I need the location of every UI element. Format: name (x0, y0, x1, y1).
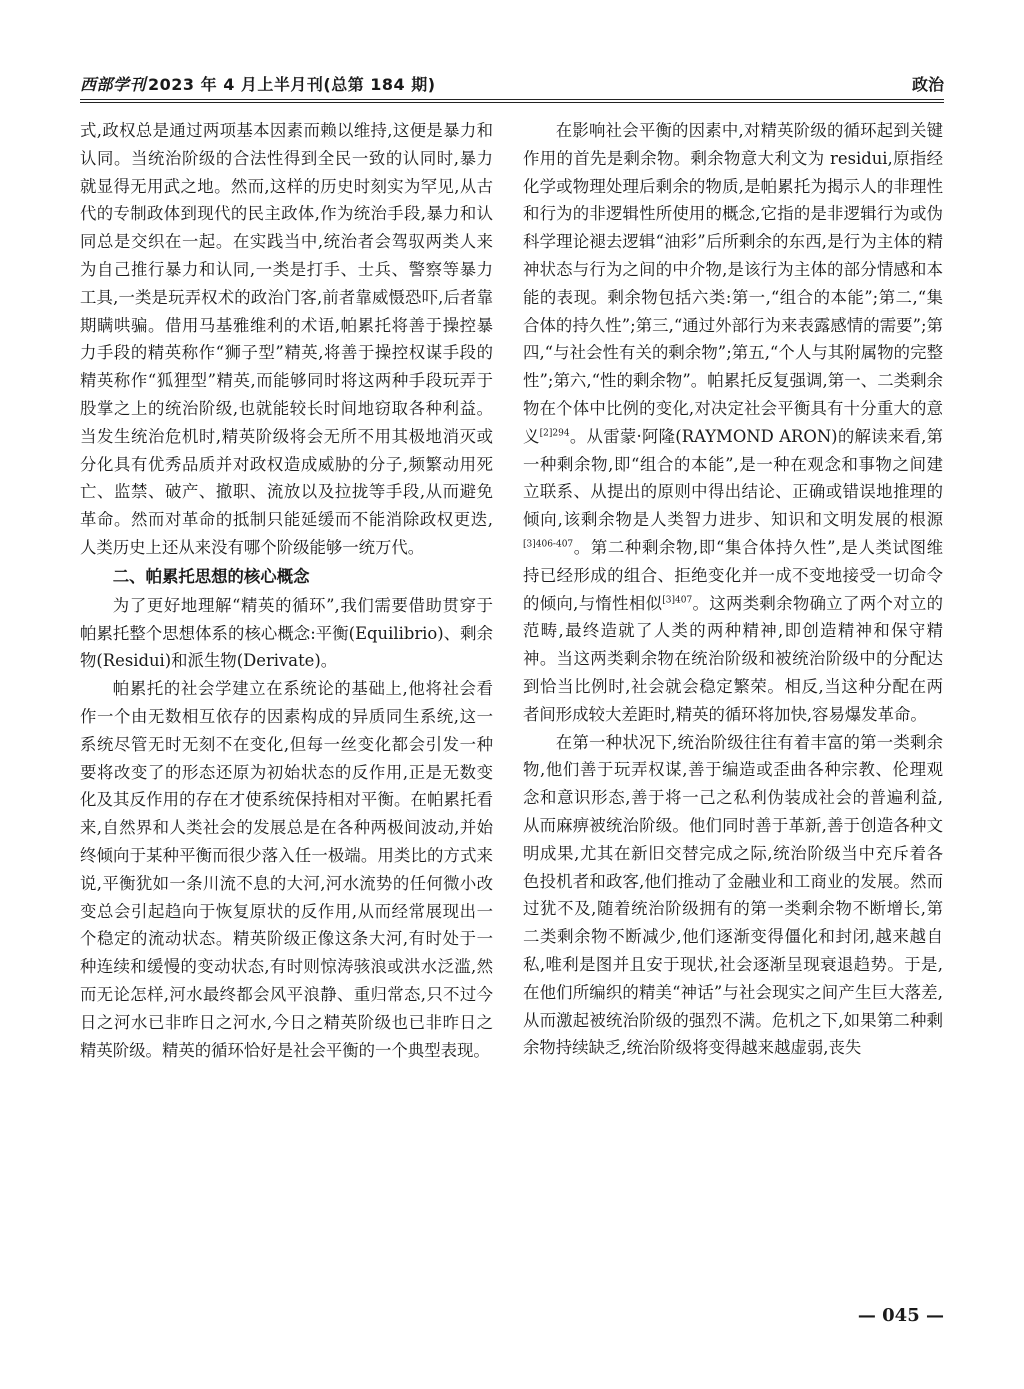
journal-title (80, 72, 436, 95)
journal-issue: 2023 年 4 月上半月刊(总第 184 期) (148, 75, 436, 94)
citation: [3]406-407 (523, 539, 574, 550)
running-header (80, 70, 944, 106)
right-column (523, 117, 943, 1062)
text-run: 。这两类剩余物确立了两个对立的范畴,最终造就了人类的两种精神,即创造精神和保守精神。当这两类剩余物在统治阶级和被统治阶级中的分配达到恰当比例时,社会就会稳定繁荣。相反,当这种分配在两者间形成较大差距时,精英的循环将加快,容易爆发革命。 (523, 593, 944, 724)
text-run: 在影响社会平衡的因素中,对精英阶级的循环起到关键作用的首先是剩余物。剩余物意大利文为 residui,原指经化学或物理处理后剩余的物质,是帕累托为揭示人的非理性和行为的非逻辑性所使用的概念,它指的是非逻辑行为或伪科学理论褪去逻辑“油彩”后所剩余的东西,是行为主体的精神状态与行为之间的中介物,是该行为主体的部分情感和本能的表现。剩余物包括六类:第一,“组合的本能”;第二,“集合体的持久性”;第三,“通过外部行为来表露感情的需要”;第四,“与社会性有关的剩余物”;第五,“个人与其附属物的完整性”;第六,“性的剩余物”。帕累托反复强调,第一、二类剩余物在个体中比例的变化,对决定社会平衡具有十分重大的意义 (523, 121, 943, 446)
paragraph: 在第一种状况下,统治阶级往往有着丰富的第一类剩余物,他们善于玩弄权谋,善于编造或歪曲各种宗教、伦理观念和意识形态,善于将一己之私利伪装成社会的普遍利益,从而麻痹被统治阶级。他们同时善于革新,善于创造各种文明成果,尤其在新旧交替完成之际,统治阶级当中充斥着各色投机者和政客,他们推动了金融业和工商业的发展。然而过犹不及,随着统治阶级拥有的第一类剩余物不断增长,第二类剩余物不断减少,他们逐渐变得僵化和封闭,越来越自私,唯利是图并且安于现状,社会逐渐呈现衰退趋势。于是,在他们所编织的精美“神话”与社会现实之间产生巨大落差,从而激起被统治阶级的强烈不满。危机之下,如果第二种剩余物持续缺乏,统治阶级将变得越来越虚弱,丧失 (523, 732, 943, 1058)
text-run: 。从雷蒙·阿隆(RAYMOND ARON)的解读来看,第一种剩余物,即“组合的本能”,是一种在观念和事物之间建立联系、从提出的原则中得出结论、正确或错误地推理的倾向,该剩余物是人类智力进步、知识和文明发展的根源 (523, 426, 944, 530)
paragraph: 帕累托的社会学建立在系统论的基础上,他将社会看作一个由无数相互依存的因素构成的异质同生系统,这一系统尽管无时无刻不在变化,但每一丝变化都会引发一种要将改变了的形态还原为初始状态的反作用,正是无数变化及其反作用的存在才使系统保持相对平衡。在帕累托看来,自然界和人类社会的发展总是在各种两极间波动,并始终倾向于某种平衡而很少落入任一极端。用类比的方式来说,平衡犹如一条川流不息的大河,河水流势的任何微小改变总会引起趋向于恢复原状的反作用,从而经常展现出一个稳定的流动状态。精英阶级正像这条大河,有时处于一种连续和缓慢的变动状态,有时则惊涛骇浪或洪水泛滥,然而无论怎样,河水最终都会风平浪静、重归常态,只不过今日之河水已非昨日之河水,今日之精英阶级也已非昨日之精英阶级。精英的循环恰好是社会平衡的一个典型表现。 (80, 679, 493, 1060)
header-rule-top (80, 99, 944, 100)
left-column (80, 117, 493, 1064)
section-heading: 二、帕累托思想的核心概念 (112, 566, 310, 586)
citation: [3]407 (662, 595, 693, 606)
paragraph-residui (523, 117, 943, 729)
citation: [2]294 (539, 428, 570, 439)
text-run: 。第二种剩余物,即“集合体持久性”,是人类试图维持已经形成的组合、拒绝变化并一成不变地接受一切命令的倾向,与惰性相似 (523, 537, 943, 613)
journal-logo: 西部学刊 (80, 75, 147, 94)
header-rule-bottom (80, 102, 944, 103)
paragraph-continued: 式,政权总是通过两项基本因素而赖以维持,这便是暴力和认同。当统治阶级的合法性得到全民一致的认同时,暴力就显得无用武之地。然而,这样的历史时刻实为罕见,从古代的专制政体到现代的民主政体,作为统治手段,暴力和认同总是交织在一起。在实践当中,统治者会驾驭两类人来为自己推行暴力和认同,一类是打手、士兵、警察等暴力工具,一类是玩弄权术的政治门客,前者靠威慑恐吓,后者靠期瞒哄骗。借用马基雅维利的术语,帕累托将善于操控暴力手段的精英称作“狮子型”精英,将善于操控权谋手段的精英称作“狐狸型”精英,而能够同时将这两种手段玩弄于股掌之上的统治阶级,也就能较长时间地窃取各种利益。当发生统治危机时,精英阶级将会无所不用其极地消灭或分化具有优秀品质并对政权造成威胁的分子,频繁动用死亡、监禁、破产、撤职、流放以及拉拢等手段,从而避免革命。然而对革命的抵制只能延缓而不能消除政权更迭,人类历史上还从来没有哪个阶级能够一统万代。 (80, 121, 493, 557)
paragraph: 为了更好地理解“精英的循环”,我们需要借助贯穿于帕累托整个思想体系的核心概念:平衡(Equilibrio)、剩余物(Residui)和派生物(Derivate)。 (80, 595, 493, 671)
section-label: 政治 (911, 75, 944, 94)
page-number: — 045 — (857, 1305, 944, 1326)
